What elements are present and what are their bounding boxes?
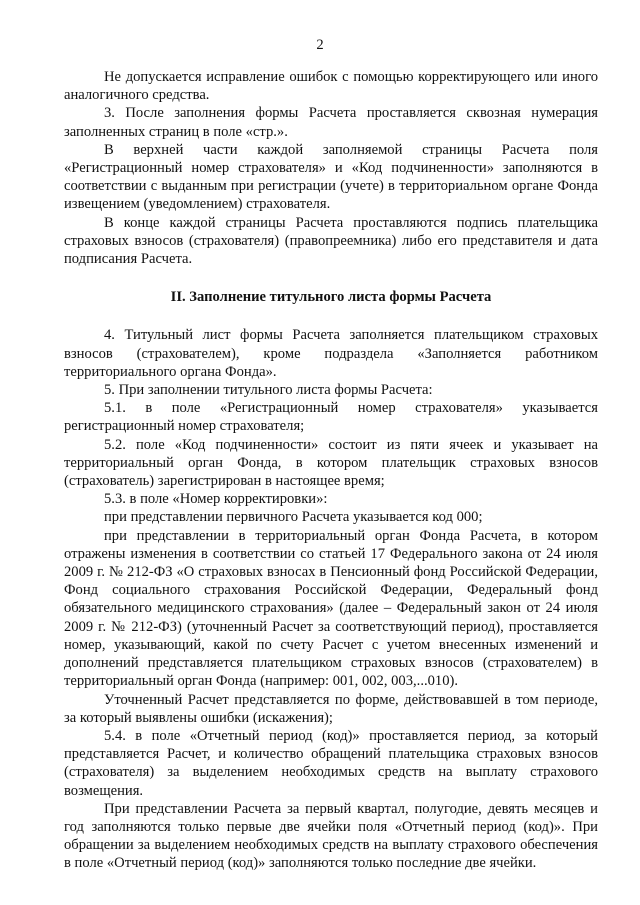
paragraph-corrected-submission: при представлении в территориальный орган Фонда Расчета, в котором отражены изменения в соответствии со статьей 17 Федерального закона от 24 июля 2009 г. № 212-ФЗ «О страховых взносах в Пенсионный фонд Российской Федерации, Фонд социального страхования Российской Федерации, Федеральный фонд обязательного медицинского страхования» (далее – Федеральный закон от 24 июля 2009 г. № 212-ФЗ) (уточненный Расчет за соответствующий период), проставляется номер, указывающий, какой по счету Расчет с учетом внесенных изменений и дополнений представляется плательщиком страховых взносов (страхователем) в территориальный орган Фонда (например: 001, 002, 003,...010). [64,527,598,690]
page-number: 2 [316,37,324,53]
paragraph-primary-code: при представлении первичного Расчета указывается код 000; [104,509,483,526]
paragraph-no-correction: Не допускается исправление ошибок с помощью корректирующего или иного аналогичного средства. [64,69,598,104]
paragraph-signature: В конце каждой страницы Расчета проставляются подпись плательщика страховых взносов (страхователя) (правопреемника) либо его представителя и дата подписания Расчета. [64,214,598,268]
section-heading: II. Заполнение титульного листа формы Расчета [170,289,492,306]
paragraph-4-title-sheet: 4. Титульный лист формы Расчета заполняется плательщиком страховых взносов (страхователем), кроме подраздела «Заполняется работником территориального органа Фонда». [64,327,598,380]
paragraph-5-2-subordination-code: 5.2. поле «Код подчиненности» состоит из пяти ячеек и указывает на территориальный орган Фонда, в котором плательщик страховых взносов (страхователь) зарегистрирован в настоящее время; [64,436,598,490]
paragraph-5-4-reporting-period: 5.4. в поле «Отчетный период (код)» проставляется период, за который представляется Расчет, и количество обращений плательщика страховых взносов (страхователя) за выделением необходимых средств на выплату страхового возмещения. [64,727,598,799]
paragraph-3-page-numbering: 3. После заполнения формы Расчета проставляется сквозная нумерация заполненных страниц в поле «стр.». [64,105,598,140]
document-body [64,68,598,873]
paragraph-5-filling: 5. При заполнении титульного листа формы Расчета: [104,382,433,399]
paragraph-5-3-correction-number: 5.3. в поле «Номер корректировки»: [104,491,328,508]
paragraph-top-of-page-fields: В верхней части каждой заполняемой страницы Расчета поля «Регистрационный номер страхователя» и «Код подчиненности» заполняются в соответствии с выданным при регистрации (учете) в территориальном органе Фонда извещением (уведомлением) страхователя. [64,141,598,213]
paragraph-5-1-reg-number: 5.1. в поле «Регистрационный номер страхователя» указывается регистрационный номер страхователя; [64,400,598,435]
paragraph-first-quarter: При представлении Расчета за первый квартал, полугодие, девять месяцев и год заполняются только первые две ячейки поля «Отчетный период (код)». При обращении за выделением необходимых средств на выплату страхового обеспечения в поле «Отчетный период (код)» заполняются только последние две ячейки. [64,800,598,872]
paragraph-corrected-form: Уточненный Расчет представляется по форме, действовавшей в том периоде, за который выявлены ошибки (искажения); [64,691,598,726]
